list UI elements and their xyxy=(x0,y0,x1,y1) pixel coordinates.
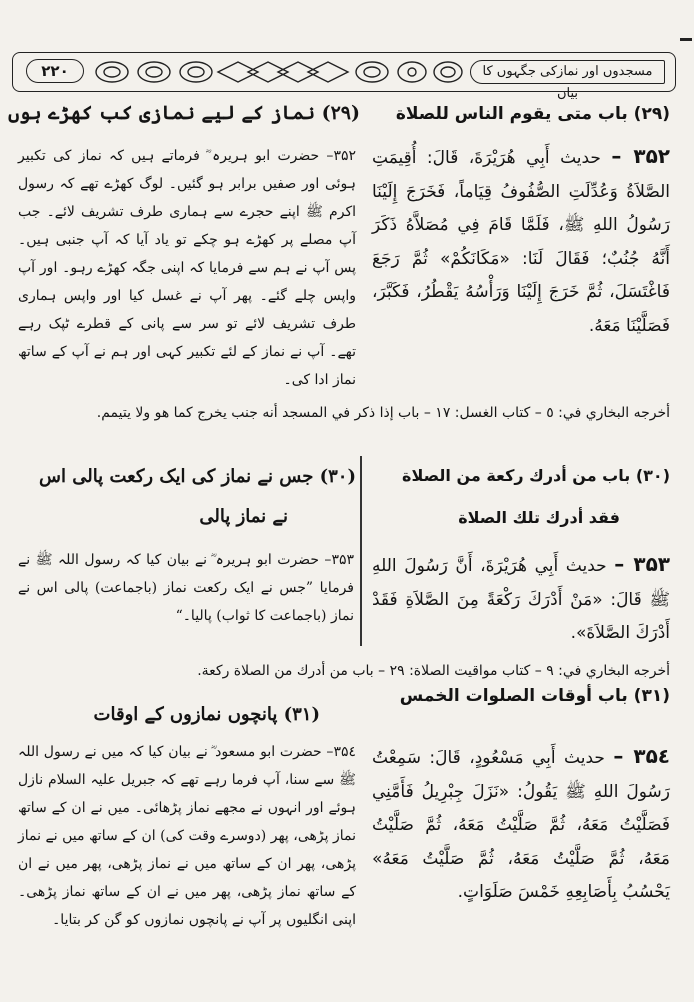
urdu-heading-29: (۲۹) نماز کے لیے نمازی کب کھڑے ہوں xyxy=(8,102,360,124)
arabic-hadith-353-text: حديث أَبِي هُرَيْرَةَ، أَنَّ رَسُولَ اللهِ ﷺ قَالَ: «مَنْ أَدْرَكَ رَكْعَةً مِنَ الصَّلاَةِ فَقَدْ أَدْرَكَ الصَّلاَةَ». xyxy=(372,556,670,643)
page-edge-mark xyxy=(680,38,692,41)
arabic-hadith-354 xyxy=(372,740,670,990)
urdu-translation-354: ۳۵٤– حضرت ابو مسعود ؓ نے بیان کیا کہ میں نے رسول اللہ ﷺ سے سنا، آپ فرما رہے تھے کہ جبریل علیہ السلام نازل ہوئے اور انہوں نے مجھے نماز پڑھائی۔ میں نے ان کے ساتھ نماز پڑھی، پھر (دوسرے وقت کی) ان کے ساتھ میں نے نماز پڑھی، پھر ان کے ساتھ میں نے نماز پڑھی، پھر میں نے ان کے ساتھ نماز پڑھی، پھر میں نے ان کے ساتھ نماز پڑھی۔ اپنی انگلیوں پر آپ نے پانچوں نمازوں کو گن کر بتایا۔ xyxy=(18,744,356,928)
reference-note-352: أخرجه البخاري في: ٥ – كتاب الغسل: ١٧ – باب إذا ذكر في المسجد أنه جنب يخرج كما هو ولا يتيمم. xyxy=(96,405,670,421)
arabic-heading-30: (۳۰) باب من أدرك ركعة من الصلاة xyxy=(402,466,670,485)
page-number: ۲۲۰ xyxy=(26,59,84,83)
urdu-translation-352: ۳۵۲– حضرت ابو ہریرہ ؓ فرماتے ہیں کہ نماز کی تکبیر ہوئی اور صفیں برابر ہو گئیں۔ لوگ کھڑے تھے کہ رسول اکرم ﷺ اپنے حجرے سے ہماری طرف تشریف لائے۔ جب آپ مصلے پر کھڑے ہو چکے تو یاد آیا کہ آپ جنبی ہیں۔ پس آپ نے ہم سے فرمایا کہ اپنی جگہ کھڑے رہو۔ اور آپ واپس چلے گئے۔ پھر آپ نے غسل کیا اور واپس ہماری طرف تشریف لائے تو سر سے پانی کے قطرے ٹپک رہے تھے۔ آپ نے نماز کے لئے تکبیر کہی اور ہم نے آپ کے ساتھ نماز ادا کی۔ xyxy=(18,148,356,388)
urdu-heading-30-line2: نے نماز پالی xyxy=(199,506,288,527)
chapter-title: مسجدوں اور نمازکی جگہوں کا بیان xyxy=(470,60,665,84)
arabic-hadith-352 xyxy=(372,140,670,376)
reference-note-353: أخرجه البخاري في: ٩ – كتاب مواقيت الصلاة: ٢٩ – باب من أدرك من الصلاة ركعة. xyxy=(197,663,670,679)
hadith-number-354: ۳۵٤ – xyxy=(613,744,671,768)
urdu-translation-353: ۳۵۳– حضرت ابو ہریرہ ؓ نے بیان کیا کہ رسول اللہ ﷺ نے فرمایا ”جس نے ایک رکعت نماز (باجماعت) پالی اس نے نماز (باجماعت کا ثواب) پالیا۔“ xyxy=(18,552,354,624)
arabic-heading-31: (۳۱) باب أوقات الصلوات الخمس xyxy=(399,686,670,706)
arabic-hadith-352-text: حديث أَبِي هُرَيْرَةَ، قَالَ: أُقِيمَتِ الصَّلاَةُ وَعُدِّلَتِ الصُّفُوفُ قِيَاماً، فَخَرَجَ إِلَيْنَا رَسُولُ اللهِ ﷺ، فَلَمَّا قَامَ فِي مُصَلاَّهُ ذَكَرَ أَنَّهُ جُنُبٌ؛ فَقَالَ لَنَا: «مَكَانَكُمْ» ثُمَّ رَجَعَ فَاغْتَسَلَ، ثُمَّ خَرَجَ إِلَيْنَا وَرَأْسُهُ يَقْطُرُ، فَكَبَّرَ، فَصَلَّيْنَا مَعَهُ. xyxy=(372,148,670,336)
hadith-number-353: ۳۵۳ – xyxy=(614,552,670,576)
arabic-heading-30-line2: فقد أدرك تلك الصلاة xyxy=(458,508,620,527)
column-divider xyxy=(360,456,362,646)
header-ornament xyxy=(92,58,464,86)
arabic-hadith-354-text: حديث أَبِي مَسْعُودٍ، قَالَ: سَمِعْتُ رَسُولَ اللهِ ﷺ يَقُولُ: «نَزَلَ جِبْرِيلُ فَأَمَّنِي فَصَلَّيْتُ مَعَهُ، ثُمَّ صَلَّيْتُ مَعَهُ، ثُمَّ صَلَّيْتُ مَعَهُ، ثُمَّ صَلَّيْتُ مَعَهُ، ثُمَّ صَلَّيْتُ مَعَهُ» يَحْسُبُ بِأَصَابِعِهِ خَمْسَ صَلَوَاتٍ. xyxy=(372,748,670,902)
urdu-heading-30: (۳۰) جس نے نماز کی ایک رکعت پالی اس xyxy=(38,466,356,487)
urdu-heading-31: (۳۱) پانچوں نمازوں کے اوقات xyxy=(93,704,320,725)
hadith-number-352: ۳۵۲ – xyxy=(611,144,670,168)
arabic-hadith-353 xyxy=(372,548,670,654)
arabic-heading-29: (۲۹) باب متى يقوم الناس للصلاة xyxy=(395,104,670,124)
